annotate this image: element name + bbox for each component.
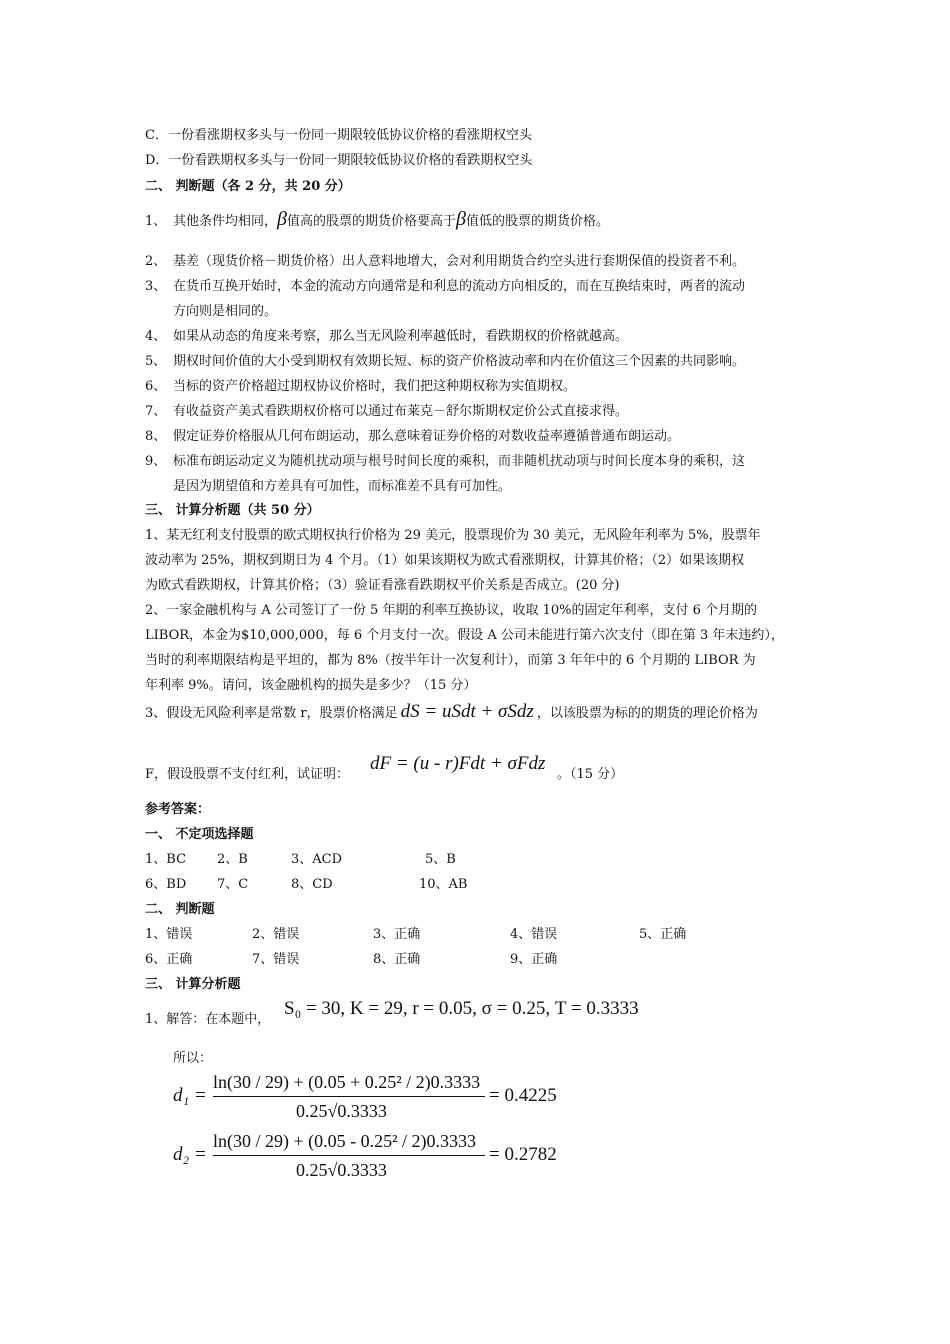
item-text: 当标的资产价格超过期权协议价格时，我们把这种期权称为实值期权。 [173,379,577,394]
judgment-item-5 [145,353,745,371]
problem2-line: 2、一家金融机构与 A 公司签订了一份 5 年期的利率互换协议，收取 10%的固定年利率，支付 6 个月期的 [145,603,758,618]
answer-cell: 9、正确 [510,952,558,967]
problem3-tail: 。（15 分） [557,767,624,782]
d1-numerator: ln(30 / 29) + (0.05 + 0.25² / 2)0.3333 [213,1072,481,1092]
answer-cell: 10、AB [419,877,468,892]
item-text: 期权时间价值的大小受到期权有效期长短、标的资产价格波动率和内在价值这三个因素的共同影响。 [173,354,746,369]
judgment-item-2 [145,253,745,271]
answer-cell: 1、BC [145,852,187,867]
beta-symbol: β [456,208,466,230]
item-number: 7、 [145,404,167,419]
answer-cell: 5、正确 [639,927,687,942]
item-text: 标准布朗运动定义为随机扰动项与根号时间长度的乘积，而非随机扰动项与时间长度本身的乘积，这 [173,454,746,469]
item-number: 4、 [145,329,167,344]
item-text: 是因为期望值和方差具有可加性，而标准差不具有可加性。 [173,479,512,494]
item-number: 9、 [145,454,167,469]
judgment-item-9-cont [145,478,511,496]
item-text: 基差（现货价格－期货价格）出人意料地增大，会对利用期货合约空头进行套期保值的投资者不利。 [173,254,746,269]
section3-heading: 三、 计算分析题（共 50 分） [145,503,320,518]
answer-cell: 3、正确 [373,927,421,942]
d2-result: = 0.2782 [489,1144,557,1165]
section2-heading: 二、 判断题（各 2 分，共 20 分） [145,179,351,194]
beta-symbol: β [277,208,287,230]
judgment-item-3-cont [145,303,277,321]
item-number: 8、 [145,429,167,444]
item-number: 6、 [145,379,167,394]
d2-lhs: d₂ = [173,1144,207,1165]
d1-result: = 0.4225 [489,1085,557,1106]
judgment-item-3 [145,278,745,296]
problem2-line: 年利率 9%。请问，该金融机构的损失是多少？（15 分） [145,678,477,693]
judgment-item-7 [145,403,628,421]
problem1-line: 1、某无红利支付股票的欧式期权执行价格为 29 美元，股票现价为 30 美元，无风险年利率为 5%，股票年 [145,528,761,543]
answer-cell: 8、正确 [373,952,421,967]
answers-s2-heading: 二、 判断题 [145,902,215,917]
item-number: 2、 [145,254,167,269]
problem1-line: 波动率为 25%，期权到期日为 4 个月。（1）如果该期权为欧式看涨期权，计算其价格；（2）如果该期权 [145,553,745,568]
judgment-item-4 [145,328,628,346]
sde-formula: dS = uSdt + σSdz [400,701,534,722]
problem3-text-line: F，假设股票不支付红利，试证明： [145,767,350,782]
judgment-item-1 [145,210,609,231]
problem2-line: LIBOR，本金为$10,000,000，每 6 个月支付一次。假设 A 公司未能进行第六次支付（即在第 3 年末违约）， [145,628,784,643]
d2-numerator: ln(30 / 29) + (0.05 - 0.25² / 2)0.3333 [213,1131,477,1151]
item-number: 1、 [145,214,167,229]
choice-d: D．一份看跌期权多头与一份同一期限较低协议价格的看跌期权空头 [145,153,533,168]
d1-lhs: d₁ = [173,1085,207,1106]
choice-c: C．一份看涨期权多头与一份同一期限较低协议价格的看涨期权空头 [145,128,532,143]
d2-denominator: 0.25√0.3333 [296,1160,387,1180]
item-number: 5、 [145,354,167,369]
answers-heading: 参考答案： [145,802,211,817]
item-text: 值高的股票的期货价格要高于 [286,214,456,229]
answer-cell: 6、正确 [145,952,193,967]
parameter-list: S₀ = 30, K = 29, r = 0.05, σ = 0.25, T = 0.3333 [284,998,639,1019]
problem3-text: 3、假设无风险利率是常数 r，股票价格满足 [145,706,398,721]
d2-fraction-bar [213,1155,485,1156]
item-text: 有收益资产美式看跌期权价格可以通过布莱克－舒尔斯期权定价公式直接求得。 [173,404,629,419]
futures-sde-formula: dF = (u - r)Fdt + σFdz [370,753,546,774]
item-text: 值低的股票的期货价格。 [465,214,609,229]
d1-denominator: 0.25√0.3333 [296,1101,387,1121]
item-text: 在货币互换开始时，本金的流动方向通常是和利息的流动方向相反的，而在互换结束时，两者的流动 [173,279,746,294]
answer-cell: 5、B [425,852,456,867]
problem1-line: 为欧式看跌期权，计算其价格；（3）验证看涨看跌期权平价关系是否成立。(20 分) [145,578,620,593]
problem3-line [145,703,758,723]
answer-cell: 7、错误 [252,952,300,967]
judgment-item-8 [145,428,680,446]
item-text: 方向则是相同的。 [173,304,278,319]
answers-s3-heading: 三、 计算分析题 [145,977,241,992]
answer-so: 所以： [173,1051,213,1066]
answer-cell: 3、ACD [291,852,343,867]
answer-cell: 1、错误 [145,927,193,942]
answer-cell: 8、CD [291,877,333,892]
item-number: 3、 [145,279,167,294]
item-text: 假定证券价格服从几何布朗运动，那么意味着证券价格的对数收益率遵循普通布朗运动。 [173,429,681,444]
answer-cell: 2、错误 [252,927,300,942]
judgment-item-6 [145,378,576,396]
judgment-item-9 [145,453,745,471]
item-text: 如果从动态的角度来考察，那么当无风险利率越低时，看跌期权的价格就越高。 [173,329,629,344]
d1-fraction-bar [213,1096,485,1097]
answer-cell: 6、BD [145,877,187,892]
answer-cell: 7、C [217,877,249,892]
item-text: 其他条件均相同， [173,214,278,229]
problem2-line: 当时的利率期限结构是平坦的，都为 8%（按半年计一次复利计），而第 3 年年中的 6 个月期的 LIBOR 为 [145,653,756,668]
answer-cell: 2、B [217,852,248,867]
answers-s1-heading: 一、 不定项选择题 [145,827,254,842]
answer-cell: 4、错误 [510,927,558,942]
problem3-text: ，以该股票为标的的期货的理论价格为 [536,706,758,721]
answer-intro: 1、解答：在本题中， [145,1012,271,1027]
